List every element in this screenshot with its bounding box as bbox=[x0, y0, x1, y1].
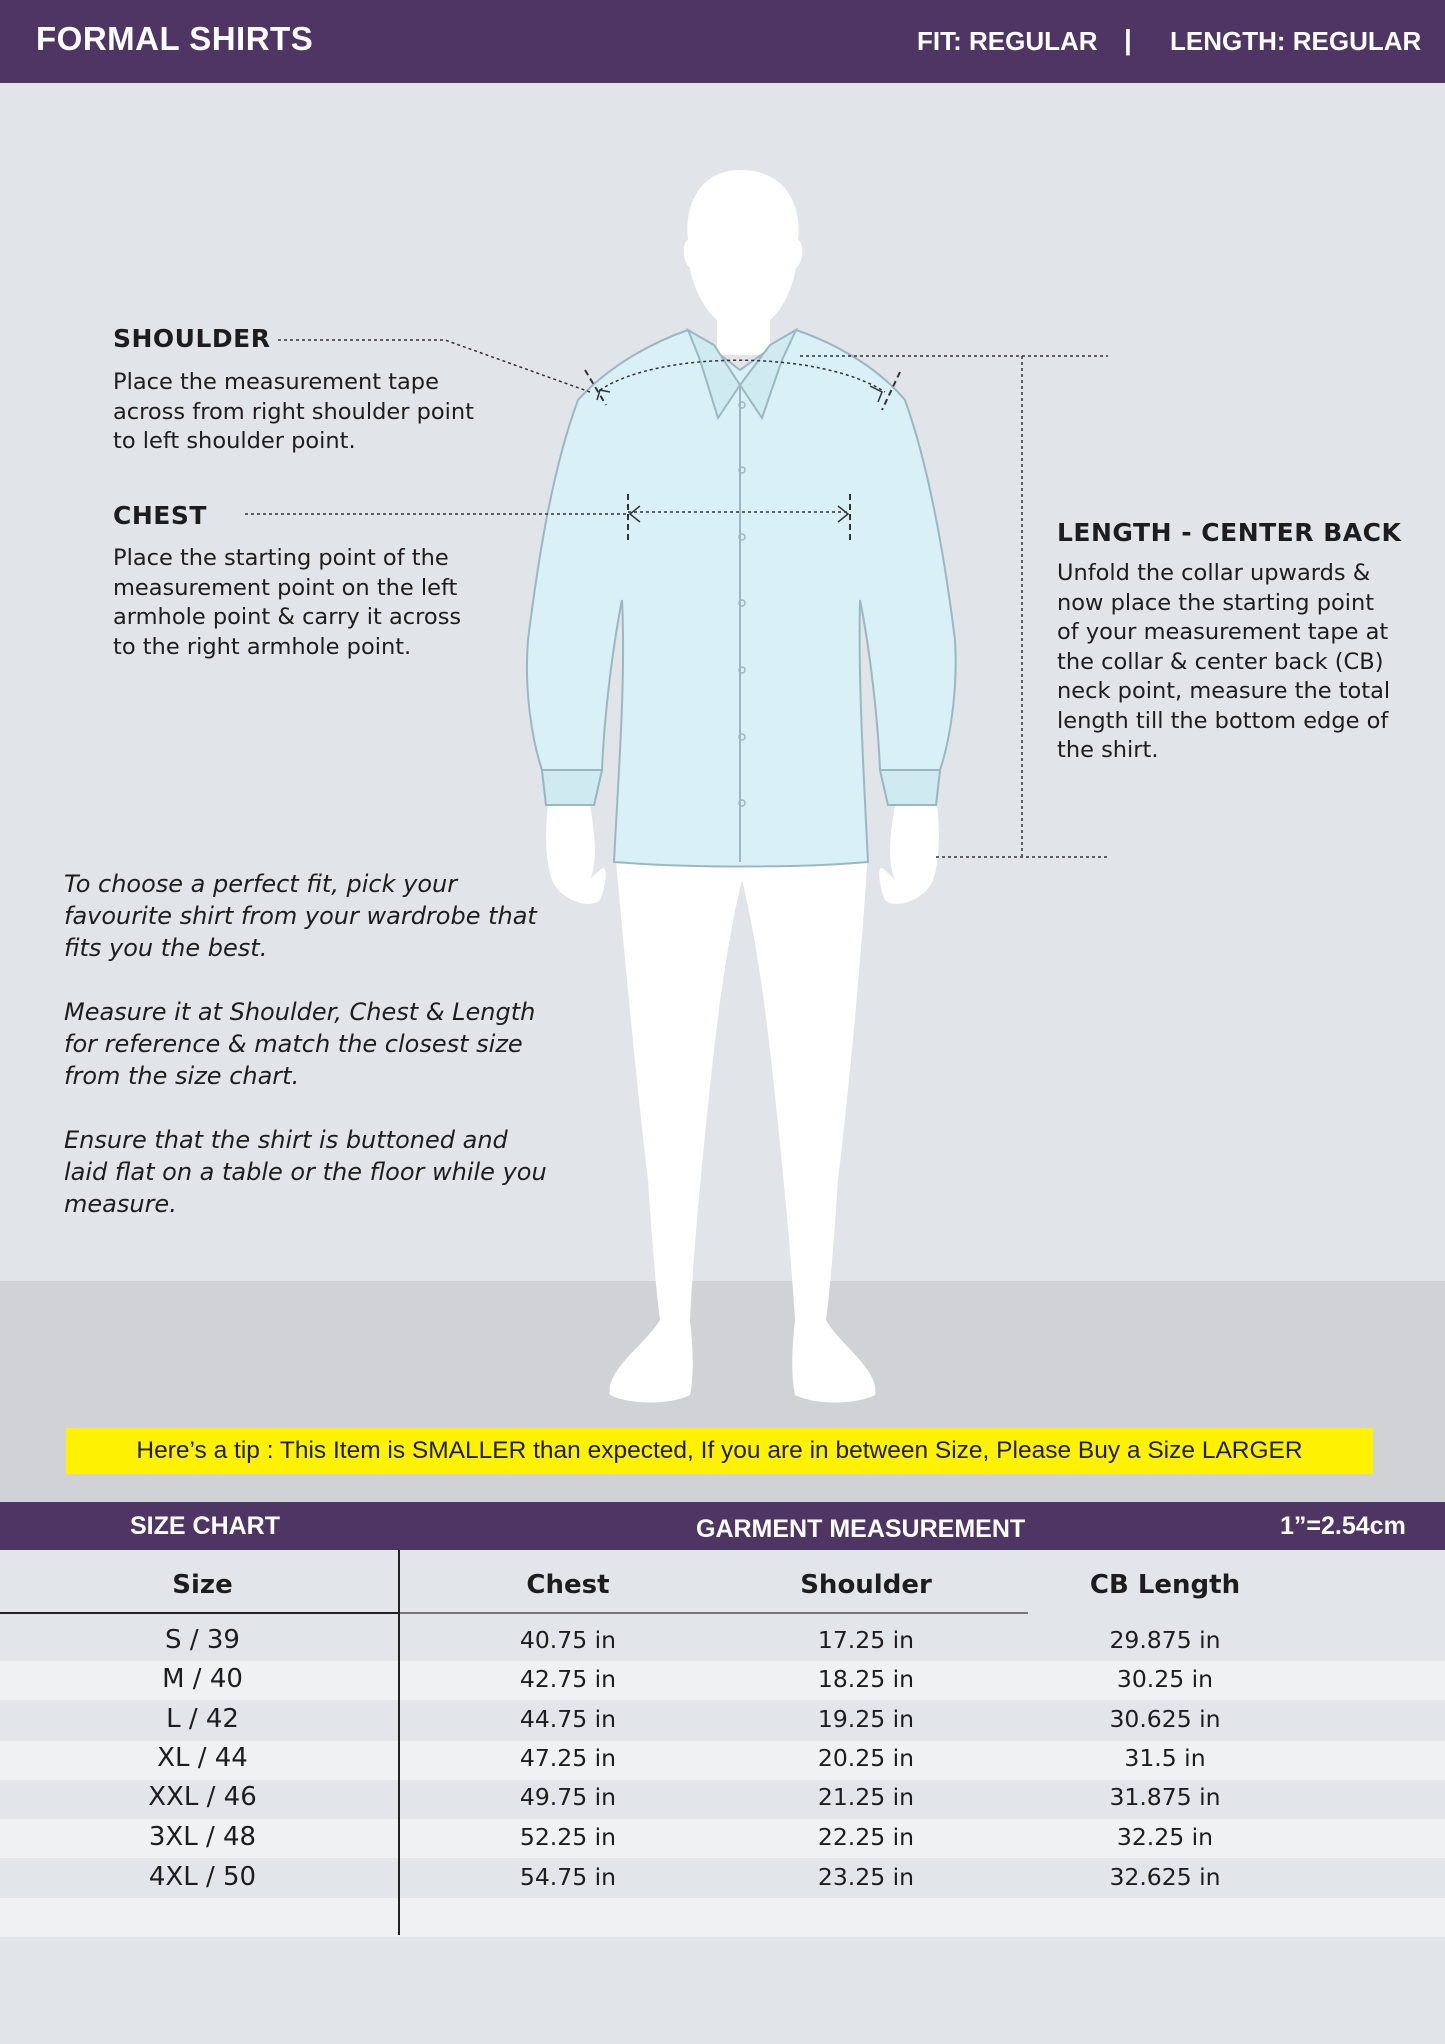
table-cell-cb-length: 31.875 in bbox=[1109, 1783, 1221, 1811]
table-cell-chest: 44.75 in bbox=[519, 1705, 617, 1733]
shoulder-title: SHOULDER bbox=[113, 324, 271, 353]
table-cell-cb-length: 32.625 in bbox=[1109, 1863, 1221, 1891]
table-cell-chest: 52.25 in bbox=[519, 1823, 617, 1851]
column-header-shoulder: Shoulder bbox=[800, 1570, 932, 1600]
page-title: FORMAL SHIRTS bbox=[36, 20, 314, 57]
table-cell-cb-length: 31.5 in bbox=[1124, 1744, 1206, 1772]
garment-measurement-title: GARMENT MEASUREMENT bbox=[696, 1515, 1026, 1543]
table-row-stripe bbox=[0, 1898, 1445, 1937]
header-divider bbox=[0, 1612, 398, 1614]
intro-paragraph-1: To choose a perfect fit, pick your favourite shirt from your wardrobe that fits you the best. bbox=[64, 870, 537, 962]
column-divider bbox=[398, 1550, 400, 1935]
length-center-back-title: LENGTH - CENTER BACK bbox=[1057, 518, 1402, 547]
table-cell-shoulder: 20.25 in bbox=[817, 1744, 915, 1772]
table-cell-cb-length: 30.625 in bbox=[1109, 1705, 1221, 1733]
intro-paragraph-3: Ensure that the shirt is buttoned and laid flat on a table or the floor while you measure. bbox=[64, 1126, 547, 1218]
length-label: LENGTH: REGULAR bbox=[1170, 26, 1422, 56]
intro-paragraph-2: Measure it at Shoulder, Chest & Length for reference & match the closest size from the size chart. bbox=[64, 998, 536, 1090]
table-cell-shoulder: 18.25 in bbox=[817, 1665, 915, 1693]
fit-label: FIT: REGULAR bbox=[917, 26, 1098, 56]
table-cell-size: M / 40 bbox=[162, 1664, 243, 1694]
size-tip-banner: Here’s a tip : This Item is SMALLER than expected, If you are in between Size, Please Buy a Size LARGER bbox=[66, 1428, 1373, 1474]
table-cell-shoulder: 19.25 in bbox=[817, 1705, 915, 1733]
table-cell-shoulder: 22.25 in bbox=[817, 1823, 915, 1851]
header-separator: | bbox=[1124, 24, 1132, 55]
table-cell-chest: 42.75 in bbox=[519, 1665, 617, 1693]
chest-description: Place the starting point of the measurement point on the left armhole point & carry it across to the right armhole point. bbox=[113, 545, 462, 660]
size-chart-title: SIZE CHART bbox=[130, 1512, 280, 1540]
table-cell-shoulder: 23.25 in bbox=[817, 1863, 915, 1891]
length-center-back-description: Unfold the collar upwards & now place the starting point of your measurement tape at the collar & center back (CB) neck point, measure the total length till the bottom edge of the shirt. bbox=[1057, 560, 1391, 763]
table-cell-size: 3XL / 48 bbox=[148, 1822, 257, 1852]
header-divider bbox=[400, 1612, 1028, 1614]
table-cell-chest: 47.25 in bbox=[519, 1744, 617, 1772]
table-cell-size: 4XL / 50 bbox=[148, 1862, 257, 1892]
table-cell-size: L / 42 bbox=[166, 1704, 239, 1734]
table-cell-chest: 54.75 in bbox=[519, 1863, 617, 1891]
size-chart-header bbox=[0, 1502, 1445, 1550]
table-cell-shoulder: 17.25 in bbox=[817, 1626, 915, 1654]
table-cell-cb-length: 32.25 in bbox=[1116, 1823, 1214, 1851]
chest-title: CHEST bbox=[113, 501, 207, 530]
column-header-size: Size bbox=[172, 1570, 233, 1600]
table-cell-size: XXL / 46 bbox=[148, 1782, 257, 1812]
unit-conversion: 1”=2.54cm bbox=[1280, 1512, 1406, 1540]
table-cell-chest: 49.75 in bbox=[519, 1783, 617, 1811]
table-cell-chest: 40.75 in bbox=[519, 1626, 617, 1654]
table-cell-cb-length: 30.25 in bbox=[1116, 1665, 1214, 1693]
column-header-chest: Chest bbox=[526, 1570, 610, 1600]
table-cell-size: S / 39 bbox=[165, 1625, 240, 1655]
table-cell-shoulder: 21.25 in bbox=[817, 1783, 915, 1811]
column-header-cb-length: CB Length bbox=[1089, 1570, 1241, 1600]
table-cell-cb-length: 29.875 in bbox=[1109, 1626, 1221, 1654]
table-cell-size: XL / 44 bbox=[157, 1743, 248, 1773]
shoulder-description: Place the measurement tape across from right shoulder point to left shoulder point. bbox=[113, 369, 474, 454]
